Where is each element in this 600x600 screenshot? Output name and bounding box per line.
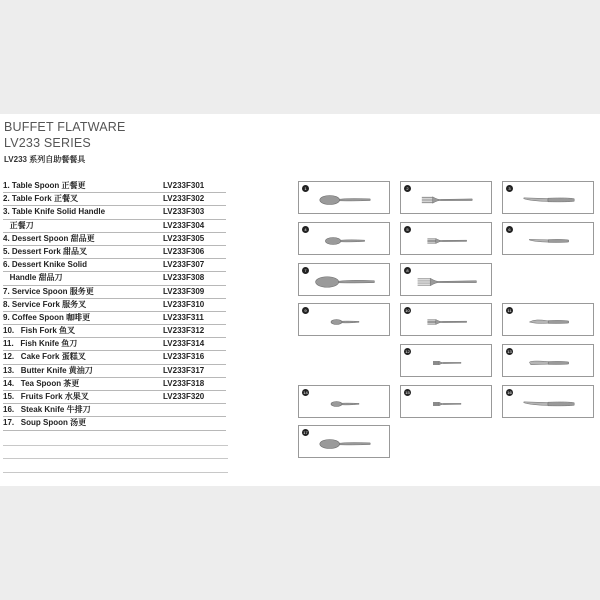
item-label: 4. Dessert Spoon 甜品更 — [3, 233, 95, 243]
item-label: 13. Butter Knife 黄油刀 — [3, 365, 93, 375]
item-code: LV233F318 — [163, 378, 205, 388]
item-code: LV233F304 — [163, 220, 205, 230]
product-tile — [298, 303, 390, 336]
blank-row — [3, 459, 228, 473]
series-title: LV233 SERIES — [4, 136, 91, 150]
tile-number: 9 — [302, 307, 309, 314]
tile-number: 12 — [405, 349, 410, 354]
product-tile — [400, 222, 492, 255]
tile-number: 6 — [506, 226, 513, 233]
item-label: 11. Fish Knife 鱼刀 — [3, 339, 78, 349]
list-item — [3, 365, 226, 378]
item-label: 15. Fruits Fork 水果叉 — [3, 392, 89, 401]
product-tile — [400, 181, 492, 214]
list-item — [3, 351, 226, 364]
list-item — [3, 193, 226, 206]
item-code: LV233F306 — [163, 246, 205, 256]
tile-number: 5 — [404, 226, 411, 233]
tile-number: 14 — [303, 390, 308, 395]
item-label: 7. Service Spoon 服务更 — [3, 286, 94, 296]
item-code: LV233F301 — [163, 181, 205, 190]
list-item — [3, 312, 226, 325]
product-tile — [400, 303, 492, 336]
item-label: 正餐刀 — [3, 220, 34, 230]
item-code: LV233F310 — [163, 299, 205, 309]
item-list — [3, 180, 226, 431]
item-label: 2. Table Fork 正餐叉 — [3, 194, 78, 204]
item-label: Handle 甜品刀 — [3, 273, 63, 283]
tile-number: 10 — [405, 308, 410, 313]
tile-number: 11 — [507, 308, 512, 313]
product-tile — [502, 222, 594, 255]
item-label: 17. Soup Spoon 汤更 — [3, 418, 87, 428]
item-code: LV233F320 — [163, 392, 205, 401]
item-label: 8. Service Fork 服务叉 — [3, 299, 87, 309]
tile-number: 8 — [404, 267, 411, 274]
list-item — [3, 220, 226, 233]
catalog-title: BUFFET FLATWARE — [4, 120, 126, 134]
list-item — [3, 378, 226, 391]
item-label: 16. Steak Knife 牛排刀 — [3, 405, 91, 415]
blank-rows — [3, 432, 228, 473]
product-tile — [298, 385, 390, 418]
product-tile — [502, 344, 594, 377]
item-label: 1. Table Spoon 正餐更 — [3, 181, 86, 190]
tile-number: 3 — [506, 185, 513, 192]
list-item — [3, 391, 226, 404]
list-item — [3, 404, 226, 417]
tile-number: 7 — [302, 267, 309, 274]
item-code: LV233F308 — [163, 273, 205, 283]
product-tile — [400, 344, 492, 377]
catalog-sheet — [0, 114, 600, 486]
product-tile — [502, 385, 594, 418]
tile-number: 17 — [303, 430, 308, 435]
list-item — [3, 233, 226, 246]
list-item — [3, 246, 226, 259]
product-tile — [400, 385, 492, 418]
blank-row — [3, 446, 228, 460]
item-label: 9. Coffee Spoon 咖啡更 — [3, 312, 91, 322]
tile-number: 4 — [302, 226, 309, 233]
item-label: 10. Fish Fork 鱼叉 — [3, 326, 76, 336]
list-item — [3, 286, 226, 299]
item-code: LV233F312 — [163, 326, 205, 336]
list-item — [3, 325, 226, 338]
product-tile — [502, 303, 594, 336]
list-item — [3, 180, 226, 193]
tile-number: 13 — [507, 349, 512, 354]
product-tile — [298, 425, 390, 458]
product-tile — [400, 263, 492, 296]
item-label: 5. Dessert Fork 甜品叉 — [3, 246, 88, 256]
item-code: LV233F311 — [163, 312, 204, 322]
blank-row — [3, 432, 228, 446]
list-item — [3, 417, 226, 430]
list-item — [3, 338, 226, 351]
item-code: LV233F309 — [163, 286, 205, 296]
list-item — [3, 206, 226, 219]
item-code: LV233F307 — [163, 260, 205, 270]
list-item — [3, 272, 226, 285]
list-item — [3, 299, 226, 312]
tile-number: 1 — [302, 185, 309, 192]
product-tile — [298, 181, 390, 214]
series-subtitle: LV233 系列自助餐餐具 — [4, 155, 86, 164]
product-tile — [298, 222, 390, 255]
item-code: LV233F303 — [163, 207, 205, 217]
item-code: LV233F302 — [163, 194, 205, 204]
tile-number: 16 — [507, 390, 512, 395]
item-label: 3. Table Knife Solid Handle — [3, 207, 106, 217]
item-code: LV233F317 — [163, 365, 205, 375]
tile-number: 15 — [405, 390, 410, 395]
item-code: LV233F314 — [163, 339, 205, 349]
product-tile — [298, 263, 390, 296]
product-tile — [502, 181, 594, 214]
item-label: 6. Dessert Knike Solid — [3, 260, 88, 270]
list-item — [3, 259, 226, 272]
item-label: 14. Tea Spoon 茶更 — [3, 378, 80, 388]
item-code: LV233F316 — [163, 352, 205, 362]
tile-number: 2 — [404, 185, 411, 192]
item-label: 12. Cake Fork 蛋糕叉 — [3, 352, 86, 362]
item-code: LV233F305 — [163, 233, 205, 243]
